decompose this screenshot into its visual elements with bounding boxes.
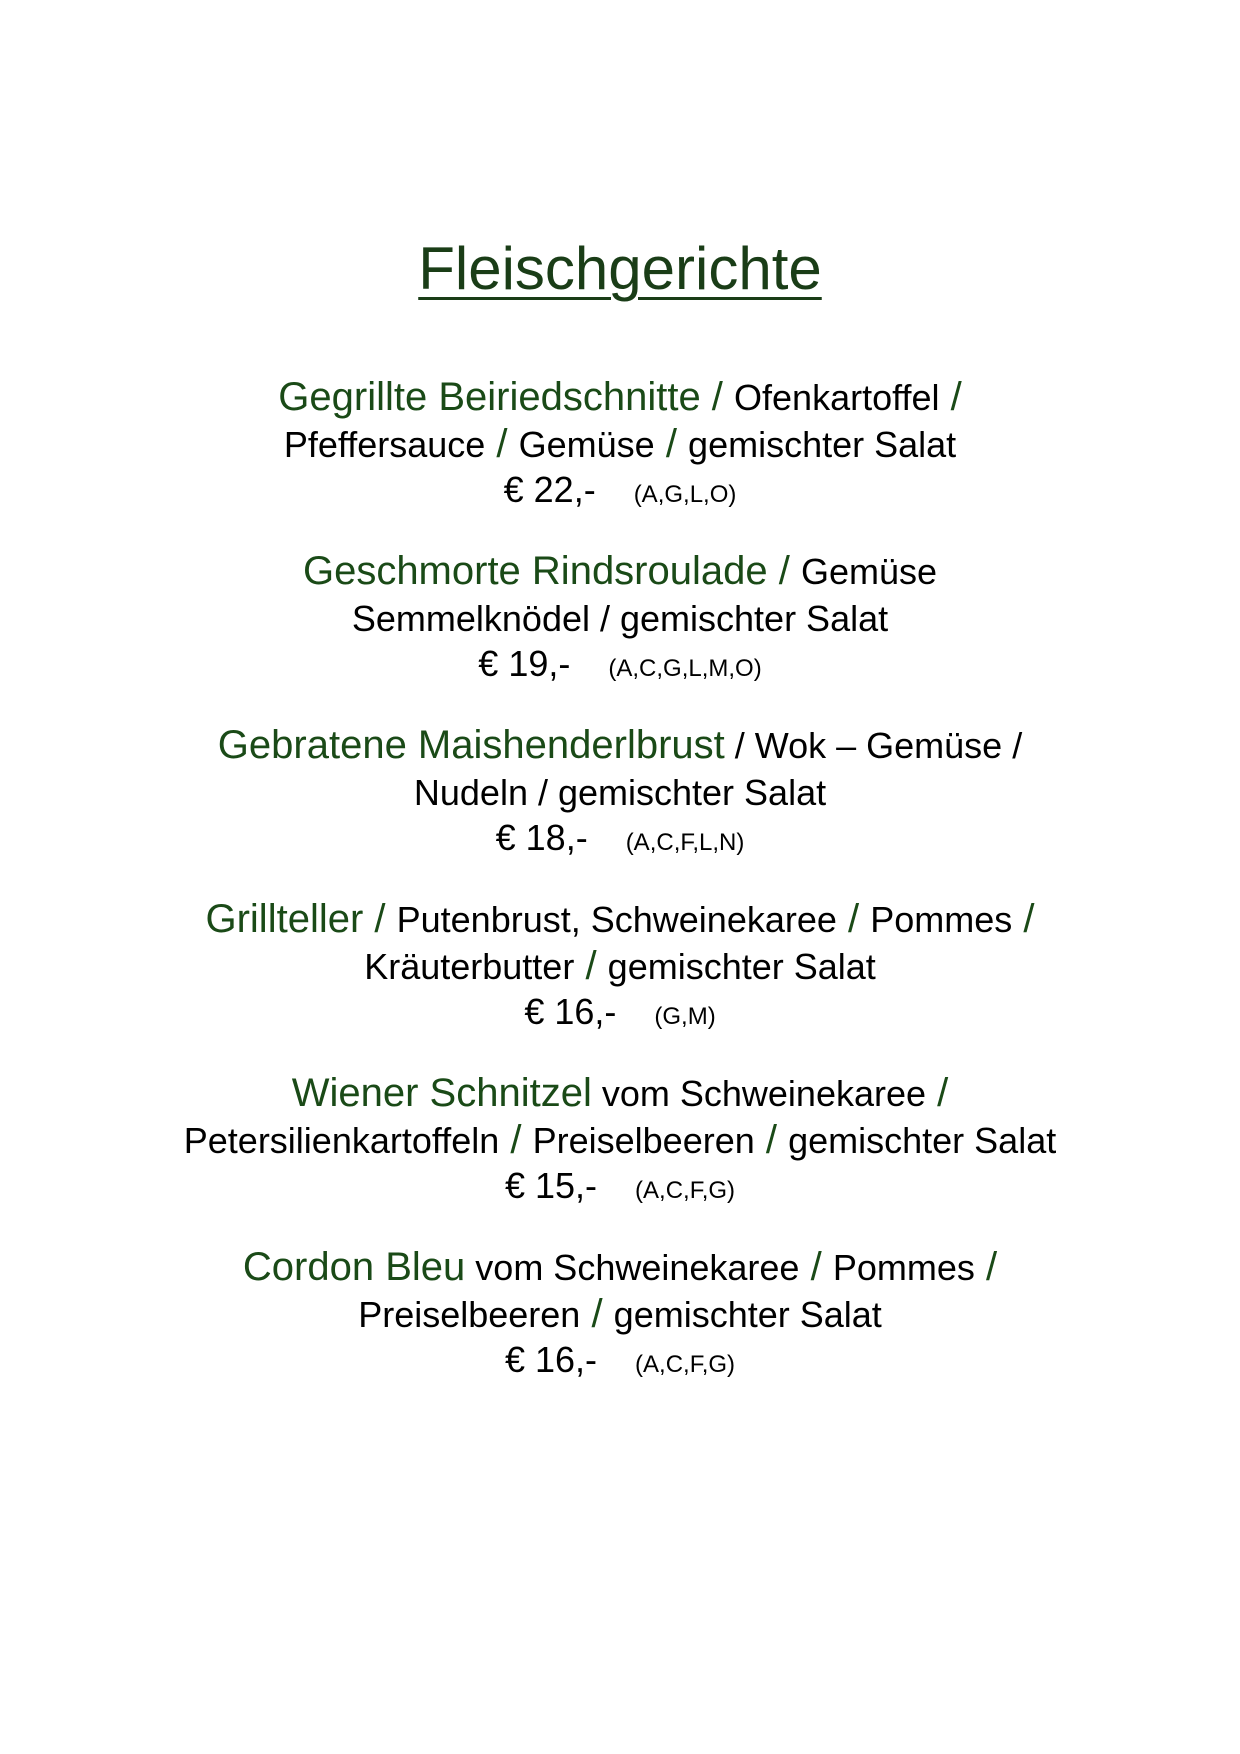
dish-description-line-2 — [0, 769, 1240, 816]
allergen-codes: (A,G,L,O) — [633, 481, 737, 508]
dish-component: gemischter Salat — [788, 1120, 1057, 1161]
dish-component: Preiselbeeren — [532, 1120, 755, 1161]
separator: / — [926, 1071, 949, 1115]
dish-component: Semmelknödel / gemischter Salat — [351, 598, 889, 639]
separator: / — [363, 897, 397, 941]
price-line — [0, 642, 1240, 691]
dish-component: Pfeffersauce — [283, 424, 486, 465]
dish-component: vom Schweinekaree — [465, 1247, 800, 1288]
allergen-codes: (A,C,G,L,M,O) — [608, 655, 762, 682]
price-line — [0, 468, 1240, 517]
price: € 15,- — [504, 1165, 598, 1206]
dish-name: Cordon Bleu — [242, 1245, 466, 1289]
price-line — [0, 816, 1240, 865]
dish-description-line-2 — [0, 421, 1240, 468]
menu-item — [0, 722, 1240, 896]
dish-component: Gemüse — [800, 551, 938, 592]
separator: / — [485, 422, 519, 466]
menu-item — [0, 374, 1240, 548]
dish-component: Nudeln / gemischter Salat — [413, 772, 827, 813]
price-line — [0, 1164, 1240, 1213]
price: € 22,- — [503, 469, 596, 510]
dish-component: Preiselbeeren — [358, 1294, 581, 1335]
separator: / — [580, 1292, 614, 1336]
separator: / — [836, 897, 871, 941]
dish-name: Wiener Schnitzel — [291, 1071, 592, 1115]
separator: / — [754, 1118, 789, 1162]
dish-description-line-2 — [0, 595, 1240, 642]
separator: / — [700, 375, 735, 419]
dish-component: Gemüse — [518, 424, 655, 465]
dish-component: Pommes — [870, 899, 1013, 940]
separator: / — [974, 1245, 998, 1289]
dish-description-line-2 — [0, 943, 1240, 990]
dish-component: vom Schweinekaree — [591, 1073, 927, 1114]
separator: / — [939, 375, 962, 419]
allergen-codes: (A,C,F,G) — [635, 1177, 736, 1204]
price-line — [0, 990, 1240, 1039]
dish-component: / Wok – Gemüse / — [724, 725, 1023, 766]
dish-component: Kräuterbutter — [364, 946, 575, 987]
dish-name: Gebratene Maishenderlbrust — [217, 723, 725, 767]
separator: / — [574, 944, 608, 988]
dish-name: Geschmorte Rindsroulade — [302, 549, 768, 593]
menu-item — [0, 1070, 1240, 1244]
menu-item — [0, 1244, 1240, 1418]
allergen-codes: (A,C,F,L,N) — [625, 829, 745, 856]
allergen-codes: (A,C,F,G) — [635, 1351, 736, 1378]
dish-name: Gegrillte Beiriedschnitte — [278, 375, 701, 419]
dish-description-line-1 — [0, 548, 1240, 595]
dish-name: Grillteller — [205, 897, 364, 941]
price-line — [0, 1338, 1240, 1387]
allergen-codes: (G,M) — [654, 1003, 716, 1030]
dish-component: gemischter Salat — [688, 424, 957, 465]
dish-description-line-1 — [0, 1244, 1240, 1291]
separator: / — [499, 1118, 533, 1162]
dish-component: gemischter Salat — [613, 1294, 882, 1335]
menu-item — [0, 896, 1240, 1070]
separator: / — [767, 549, 801, 593]
dish-component: Pommes — [832, 1247, 975, 1288]
separator: / — [654, 422, 689, 466]
price: € 18,- — [495, 817, 588, 858]
price: € 16,- — [504, 1339, 598, 1380]
dish-description-line-1 — [0, 896, 1240, 943]
dish-component: gemischter Salat — [607, 946, 876, 987]
dish-component: Putenbrust, Schweinekaree — [396, 899, 837, 940]
dish-component: Ofenkartoffel — [734, 377, 940, 418]
dish-description-line-1 — [0, 374, 1240, 421]
price: € 19,- — [478, 643, 571, 684]
page-title: Fleischgerichte — [418, 235, 822, 302]
price: € 16,- — [524, 991, 617, 1032]
dish-description-line-2 — [0, 1291, 1240, 1338]
dish-description-line-1 — [0, 1070, 1240, 1117]
dish-description-line-2 — [0, 1117, 1240, 1164]
menu-list — [0, 374, 1240, 1418]
separator: / — [799, 1245, 833, 1289]
dish-component: Petersilienkartoffeln — [183, 1120, 500, 1161]
separator: / — [1012, 897, 1035, 941]
dish-description-line-1 — [0, 722, 1240, 769]
menu-item — [0, 548, 1240, 722]
